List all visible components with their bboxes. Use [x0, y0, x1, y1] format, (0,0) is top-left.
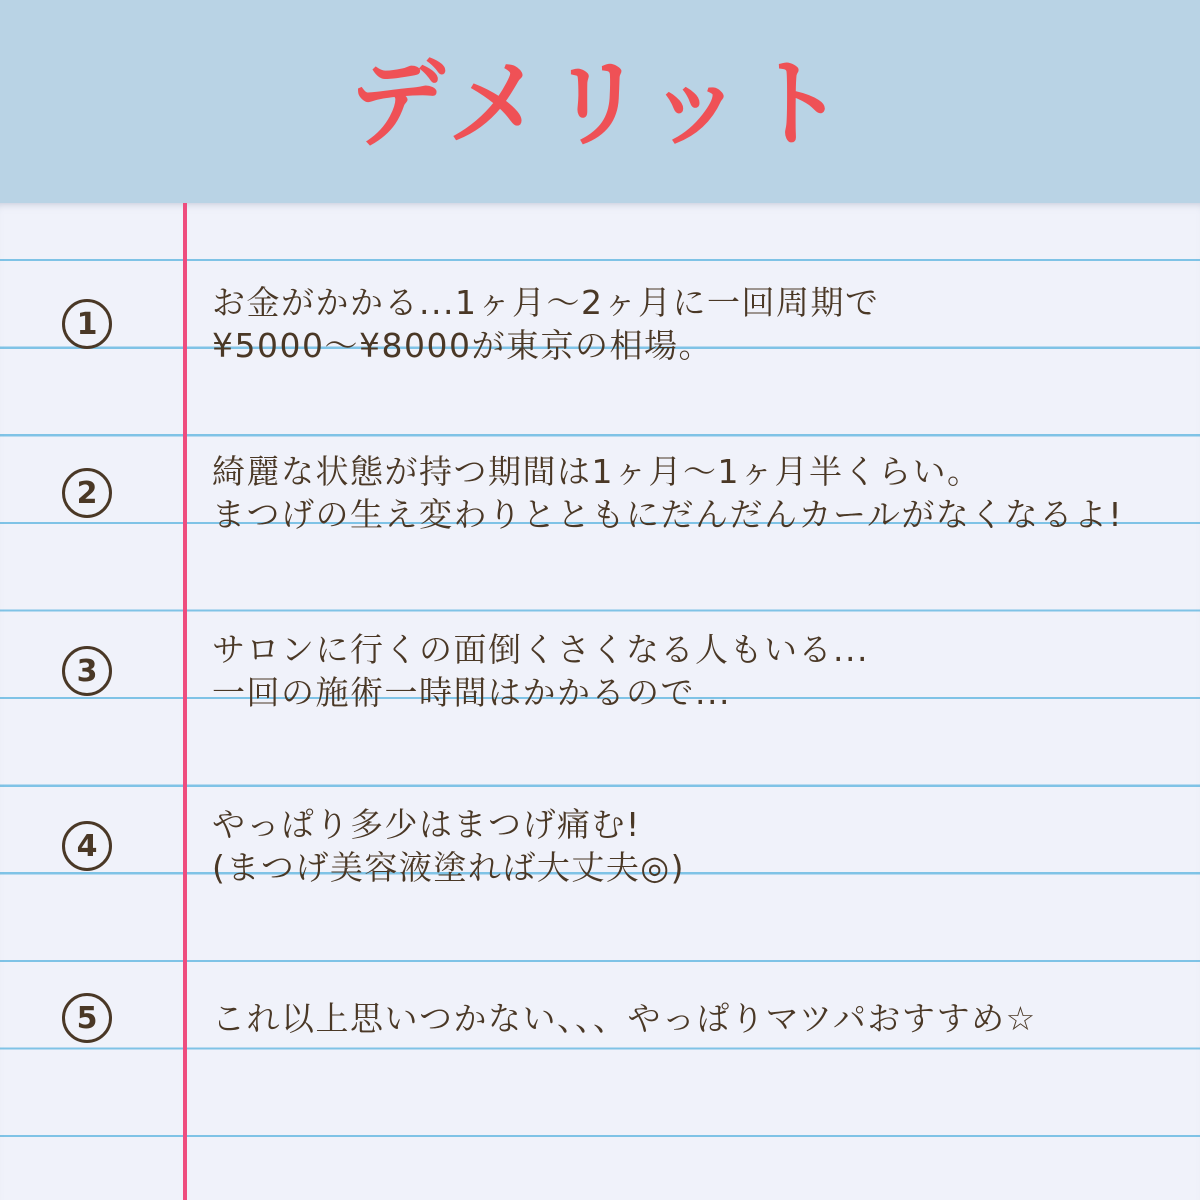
- item-number-badge: 2: [62, 468, 112, 518]
- list-item: [62, 281, 1180, 367]
- item-text-line: (まつげ美容液塗れば大丈夫◎): [212, 848, 686, 887]
- item-text: [212, 628, 869, 714]
- item-text: [212, 803, 685, 889]
- list-item: [62, 628, 1180, 714]
- notebook-paper: [0, 203, 1200, 1200]
- item-number-badge: 3: [62, 646, 112, 696]
- item-text-line: まつげの生え変わりとともにだんだんカールがなくなるよ!: [212, 495, 1124, 534]
- item-text-line: お金がかかる...1ヶ月〜2ヶ月に一回周期で: [212, 283, 880, 322]
- item-text-line: サロンに行くの面倒くさくなる人もいる...: [212, 630, 869, 669]
- list-item: [62, 803, 1180, 889]
- item-text: [212, 997, 1037, 1040]
- item-text: [212, 450, 1123, 536]
- item-text-line: やっぱり多少はまつげ痛む!: [212, 805, 641, 844]
- item-number-badge: 5: [62, 993, 112, 1043]
- item-text-line: 綺麗な状態が持つ期間は1ヶ月〜1ヶ月半くらい。: [212, 452, 982, 491]
- list-item: [62, 450, 1180, 536]
- item-text: [212, 281, 879, 367]
- list-item: [62, 993, 1180, 1043]
- item-text-line: 一回の施術一時間はかかるので...: [212, 673, 731, 712]
- item-text-line: ¥5000〜¥8000が東京の相場。: [212, 326, 713, 365]
- header-band: [0, 0, 1200, 203]
- item-text-line: これ以上思いつかない、、、やっぱりマツパおすすめ☆: [212, 998, 1037, 1038]
- item-number-badge: 1: [62, 299, 112, 349]
- item-number-badge: 4: [62, 821, 112, 871]
- page-title: デメリット: [348, 46, 852, 160]
